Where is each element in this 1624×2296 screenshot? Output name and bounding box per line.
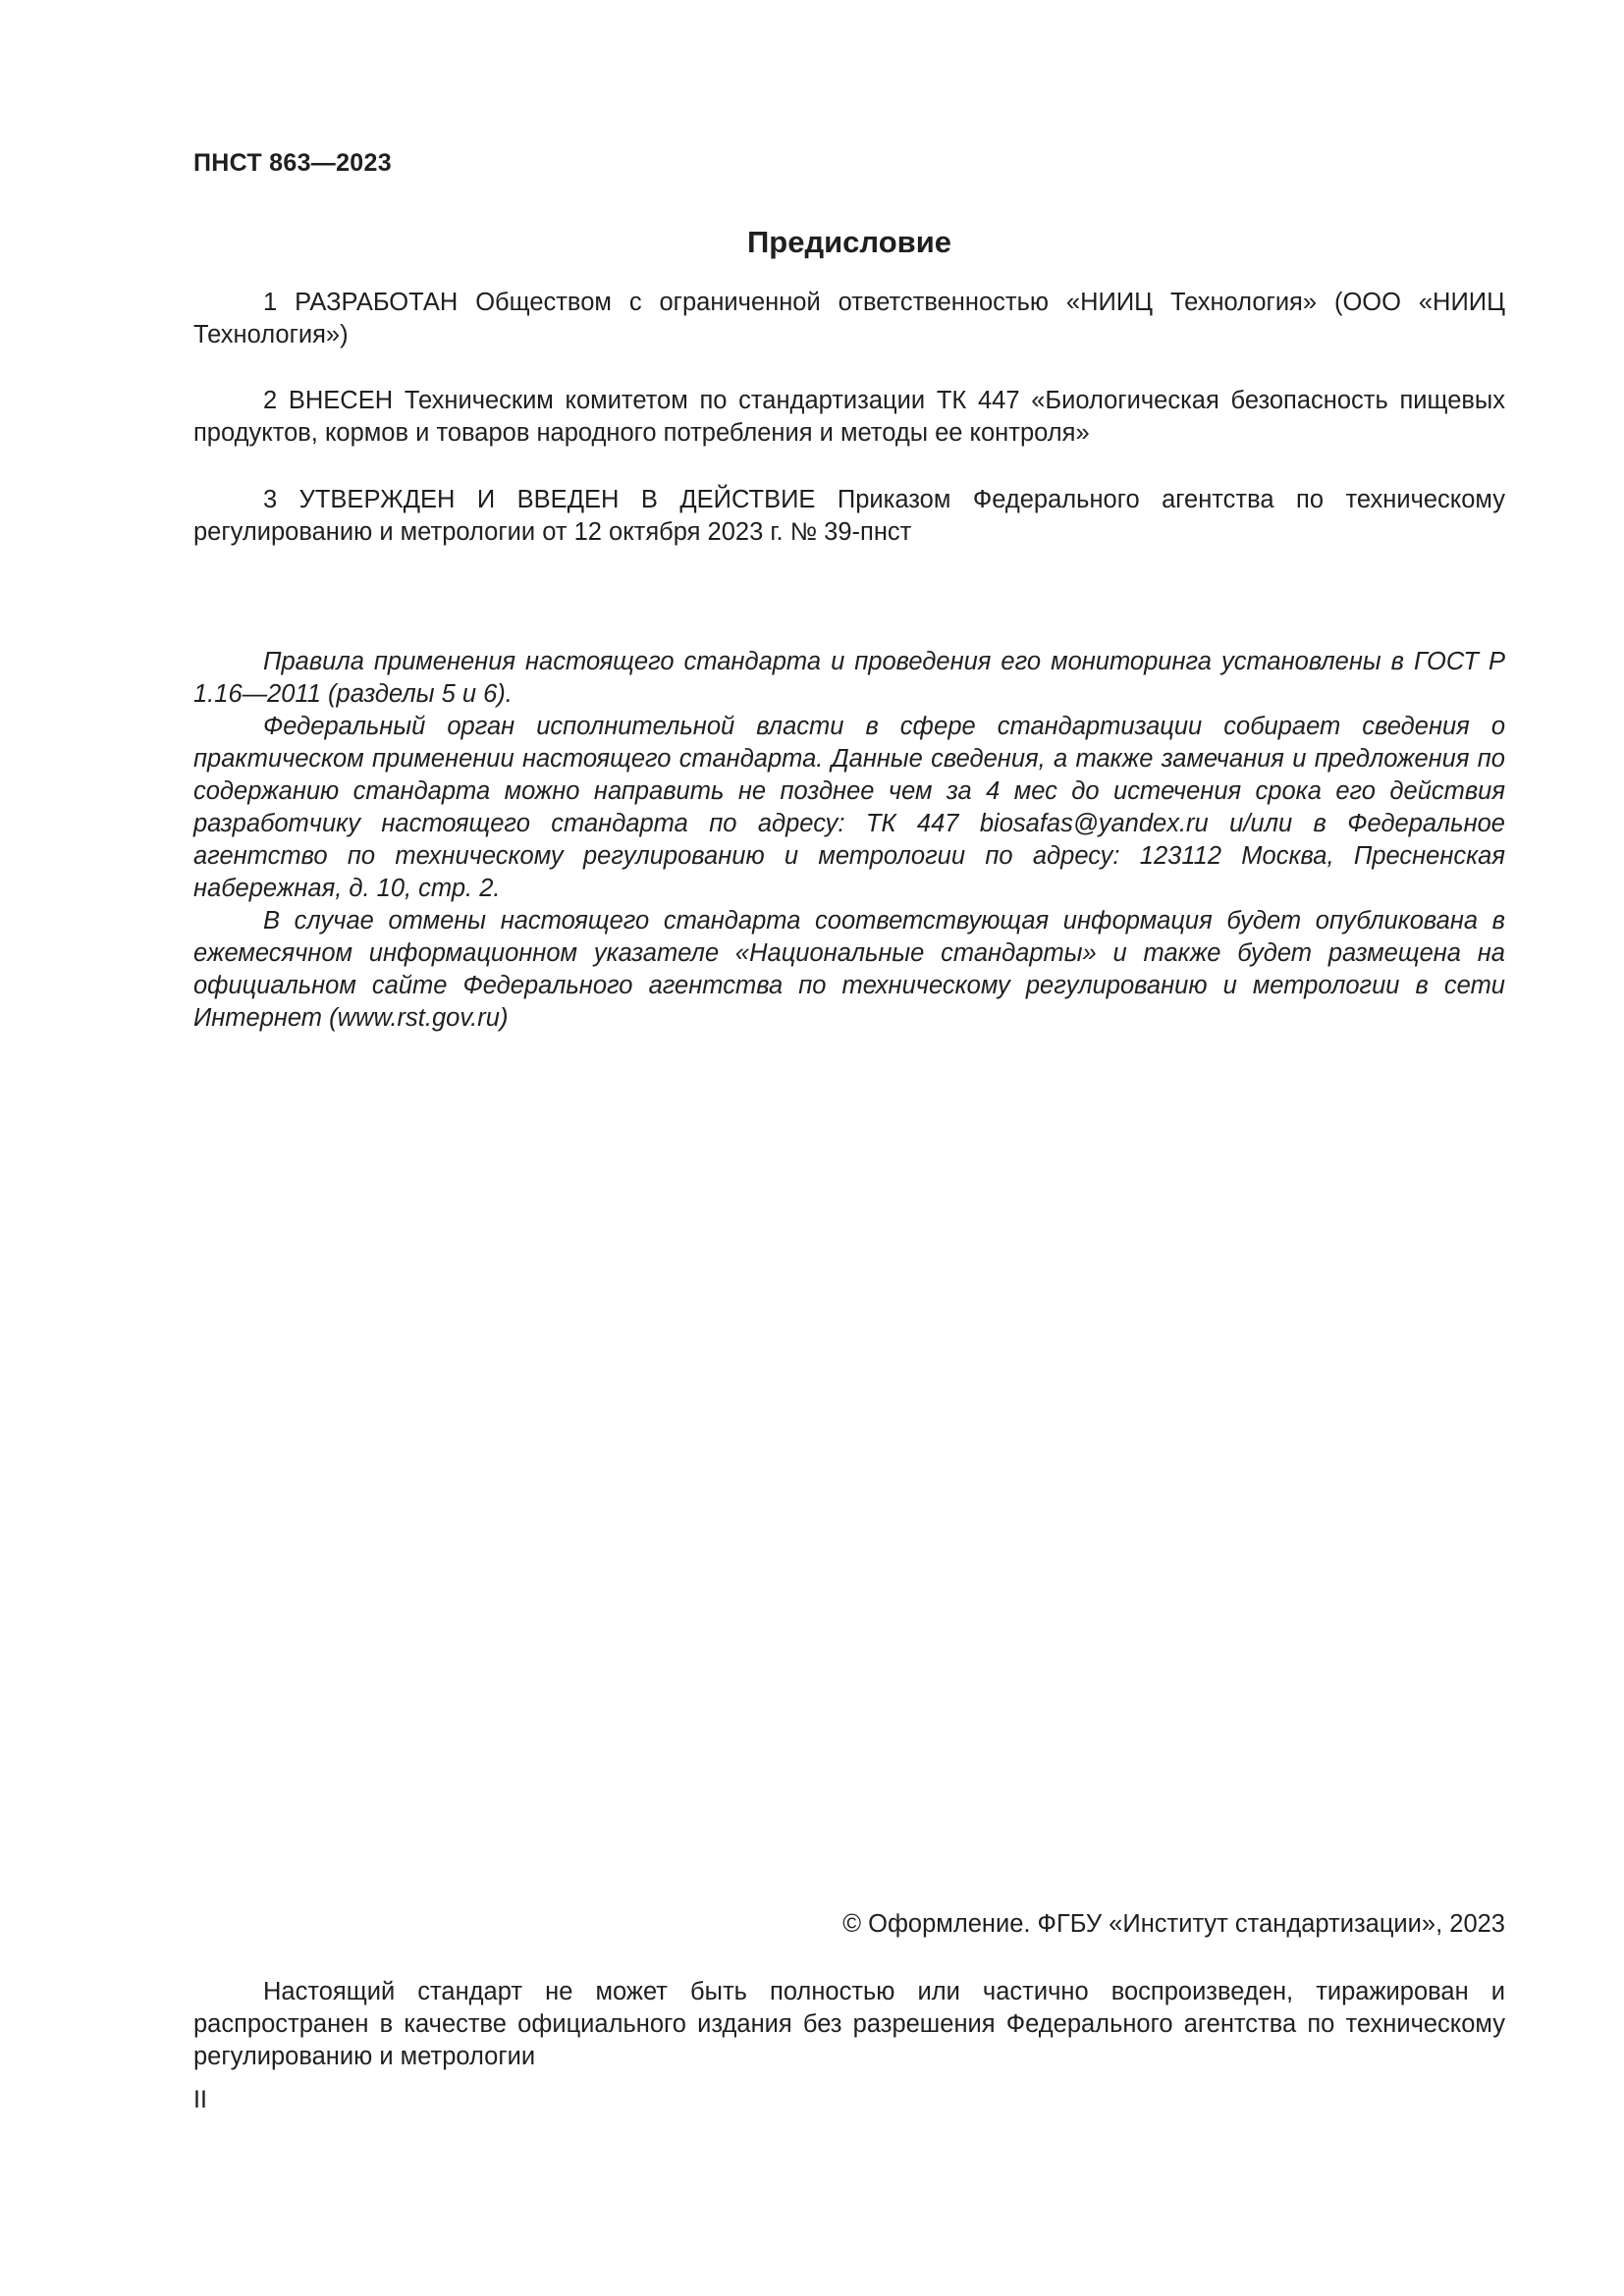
foreword-item-approved: 3 УТВЕРЖДЕН И ВВЕДЕН В ДЕЙСТВИЕ Приказом Федерального агентства по техническому регулированию и метрологии от 12 октября 2023 г. № 39-пнст xyxy=(193,486,1505,546)
note-application-rules: Правила применения настоящего стандарта и проведения его мониторинга установлены в ГОСТ Р 1.16—2011 (разделы 5 и 6). xyxy=(193,648,1505,708)
copyright-line: © Оформление. ФГБУ «Институт стандартизации», 2023 xyxy=(842,1910,1505,1938)
foreword-item-developed: 1 РАЗРАБОТАН Обществом с ограниченной ответственностью «НИИЦ Технология» (ООО «НИИЦ Технология») xyxy=(193,289,1505,348)
foreword-item-introduced: 2 ВНЕСЕН Техническим комитетом по стандартизации ТК 447 «Биологическая безопасность пищевых продуктов, кормов и товаров народного потребления и методы ее контроля» xyxy=(193,387,1505,447)
page-number: II xyxy=(193,2086,207,2113)
section-title: Предисловие xyxy=(746,225,951,259)
document-code: ПНСТ 863—2023 xyxy=(193,149,392,177)
note-feedback: Федеральный орган исполнительной власти в сфере стандартизации собирает сведения о практическом применении настоящего стандарта. Данные сведения, а также замечания и предложения по содержанию стандарта можно направить не позднее чем за 4 мес до истечения срока его действия разработчику настоящего стандарта по адресу: ТК 447 biosafas@yandex.ru и/или в Федеральное агентство по техническому регулированию и метрологии по адресу: 123112 Москва, Пресненская набережная, д. 10, стр. 2. xyxy=(193,713,1505,902)
note-cancellation: В случае отмены настоящего стандарта соответствующая информация будет опубликована в ежемесячном информационном указателе «Национальные стандарты» и также будет размещена на официальном сайте Федерального агентства по техническому регулированию и метрологии в сети Интернет (www.rst.gov.ru) xyxy=(193,907,1505,1032)
application-notes xyxy=(193,646,1505,1035)
reproduction-notice: Настоящий стандарт не может быть полностью или частично воспроизведен, тиражирован и распространен в качестве официального издания без разрешения Федерального агентства по техническому регулированию и метрологии xyxy=(193,1978,1505,2070)
